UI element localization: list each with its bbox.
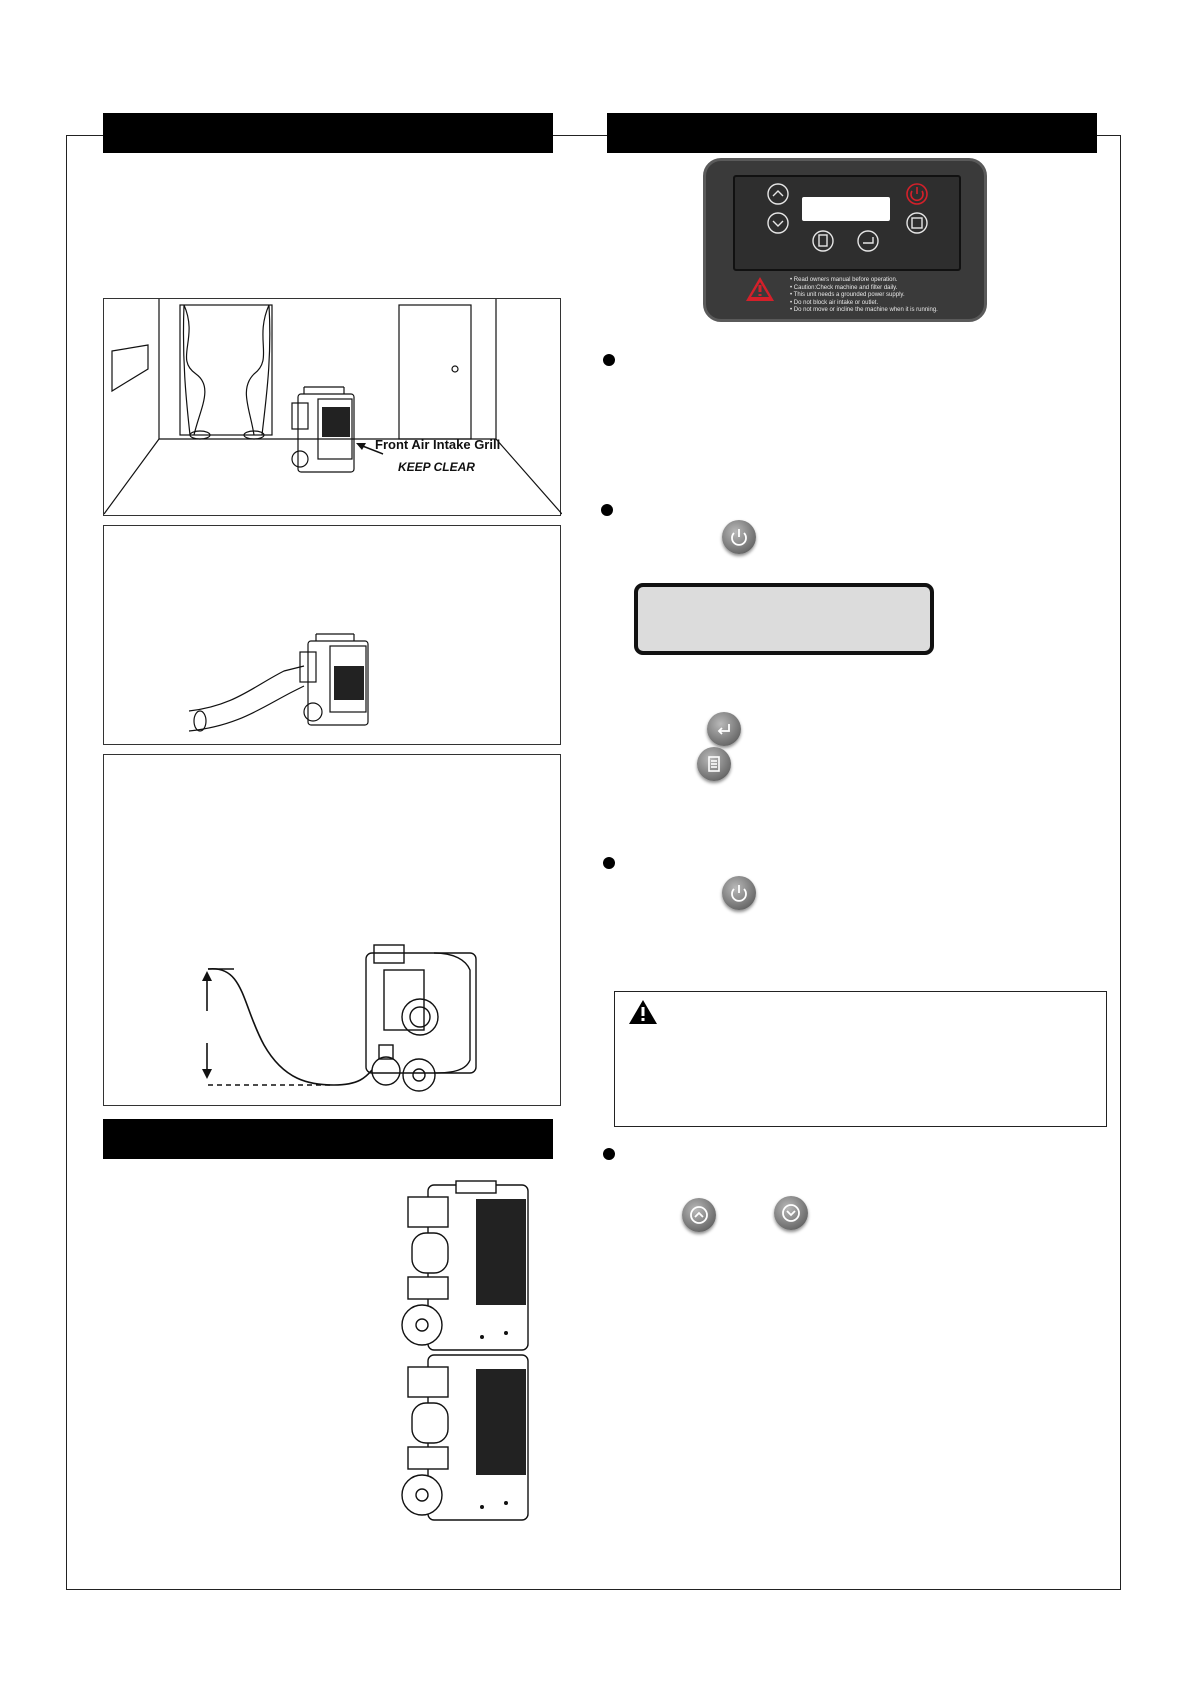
enter-icon xyxy=(713,718,735,740)
warning-line: • Do not block air intake or outlet. xyxy=(790,299,879,306)
control-panel-image xyxy=(703,158,987,322)
down-button[interactable] xyxy=(774,1196,808,1230)
control-panel-warning-list xyxy=(790,277,938,315)
warning-line: • Caution:Check machine and filter daily. xyxy=(790,284,898,291)
bullet xyxy=(601,504,613,516)
chevron-down-icon xyxy=(780,1202,802,1224)
power-icon xyxy=(728,882,750,904)
power-icon xyxy=(728,526,750,548)
warning-box xyxy=(614,991,1107,1127)
menu-button[interactable] xyxy=(697,747,731,781)
section-header-placement xyxy=(103,113,553,153)
duct-drawing xyxy=(104,526,562,746)
drain-hose-illustration xyxy=(103,754,561,1106)
duct-hose-illustration xyxy=(103,525,561,745)
section-header-stacking xyxy=(103,1119,553,1159)
room-placement-illustration xyxy=(103,298,561,516)
warning-line: • This unit needs a grounded power supply. xyxy=(790,292,905,298)
lcd-display xyxy=(634,583,934,655)
power-button[interactable] xyxy=(722,876,756,910)
stacked-units-illustration xyxy=(398,1177,538,1532)
up-button[interactable] xyxy=(682,1198,716,1232)
warning-line: • Read owners manual before operation. xyxy=(790,277,898,283)
room-drawing xyxy=(104,299,562,517)
bullet xyxy=(603,354,615,366)
chevron-up-icon xyxy=(688,1204,710,1226)
power-button[interactable] xyxy=(722,520,756,554)
keep-clear-label: KEEP CLEAR xyxy=(398,460,475,474)
stack-drawing xyxy=(398,1177,538,1532)
enter-button[interactable] xyxy=(707,712,741,746)
front-air-intake-grill-label: Front Air Intake Grill xyxy=(375,437,501,452)
bullet xyxy=(603,857,615,869)
warning-icon xyxy=(628,999,658,1025)
section-header-operation xyxy=(607,113,1097,153)
menu-icon xyxy=(703,753,725,775)
warning-line: • Do not move or incline the machine when it is running. xyxy=(790,307,938,313)
drain-drawing xyxy=(104,755,562,1107)
bullet xyxy=(603,1148,615,1160)
